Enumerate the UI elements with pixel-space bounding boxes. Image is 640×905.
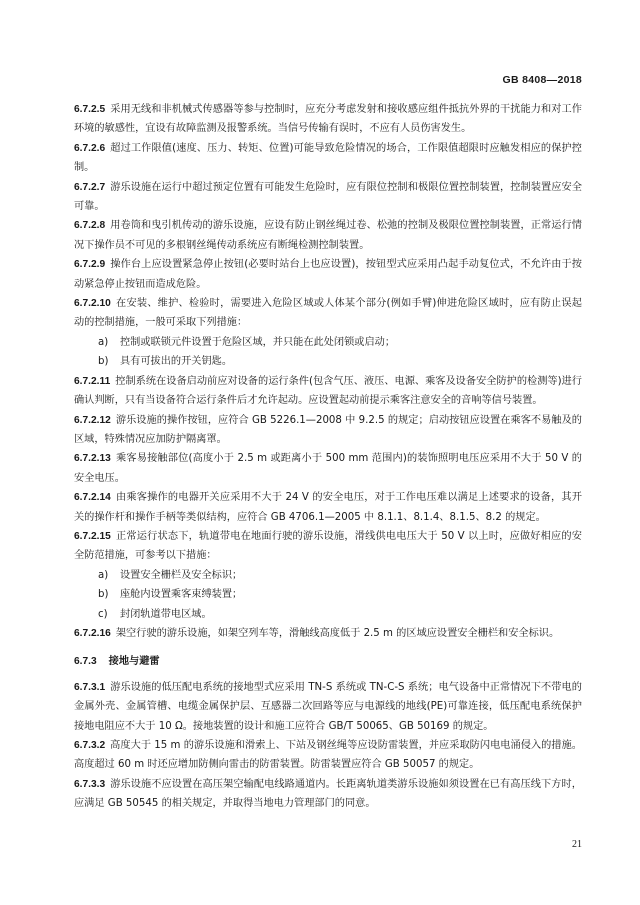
section-title: 接地与避雷 xyxy=(108,656,160,668)
clause-number: 6.7.2.11 xyxy=(74,375,111,387)
clause-number: 6.7.3.2 xyxy=(74,740,106,751)
section-heading xyxy=(74,652,582,671)
clause-text: 游乐设施不应设置在高压架空输配电线路通道内。长距离轨道类游乐设施如须设置在已有高压线下方时，应满足 GB 50545 的相关规定，并取得当地电力管理部门的同意。 xyxy=(74,778,582,810)
list-item-text: 封闭轨道带电区域。 xyxy=(120,608,212,620)
clause xyxy=(74,294,582,333)
list-b xyxy=(74,566,582,624)
list-item-text: 座舱内设置乘客束缚装置； xyxy=(120,589,243,601)
clause xyxy=(74,527,582,566)
clause-text: 正常运行状态下，轨道带电在地面行驶的游乐设施，滑线供电电压大于 50 V 以上时，应做好相应的安全防范措施，可参考以下措施： xyxy=(74,530,582,562)
clause-number: 6.7.2.7 xyxy=(74,181,106,193)
clause-number: 6.7.3.1 xyxy=(74,681,106,693)
clause xyxy=(74,488,582,527)
clause-text: 用卷筒和曳引机传动的游乐设施，应设有防止钢丝绳过卷、松弛的控制及极限位置控制装置，正常运行情况下操作员不可见的多根钢丝绳传动系统应有断绳检测控制装置。 xyxy=(74,220,582,251)
list-a xyxy=(74,333,582,372)
clause-text: 乘客易接触部位(高度小于 2.5 m 或距离小于 500 mm 范围内)的装饰照明电压应采用不大于 50 V 的安全电压。 xyxy=(74,453,582,484)
clause xyxy=(74,255,582,294)
clause xyxy=(74,216,582,255)
list-item xyxy=(74,352,582,371)
clause-group-a xyxy=(74,100,582,333)
list-marker: a) xyxy=(98,569,109,581)
clause-text: 游乐设施在运行中超过预定位置有可能发生危险时，应有限位控制和极限位置控制装置，控制装置应安全可靠。 xyxy=(74,181,582,213)
clause-number: 6.7.2.5 xyxy=(74,104,106,115)
clause xyxy=(74,178,582,217)
clause-group-b xyxy=(74,372,582,566)
list-item-text: 具有可拔出的开关钥匙。 xyxy=(120,356,233,368)
clause xyxy=(74,449,582,488)
standard-code: GB 8408—2018 xyxy=(502,74,582,86)
clause-number: 6.7.2.12 xyxy=(74,414,111,426)
list-item xyxy=(74,566,582,585)
clause-number: 6.7.2.16 xyxy=(74,627,111,639)
clause-text: 操作台上应设置紧急停止按钮(必要时站台上也应设置)，按钮型式应采用凸起手动复位式，不允许由于按动紧急停止按钮而造成危险。 xyxy=(74,259,582,290)
clause-number: 6.7.2.14 xyxy=(74,492,111,504)
clause-number: 6.7.3.3 xyxy=(74,778,106,790)
clause-text: 采用无线和非机械式传感器等参与控制时，应充分考虑发射和接收感应组件抵抗外界的干扰能力和对工作环境的敏感性，宜设有故障监测及报警系统。当信号传输有误时，不应有人员伤害发生。 xyxy=(74,104,582,135)
clause-text: 游乐设施的操作按钮，应符合 GB 5226.1—2008 中 9.2.5 的规定；启动按钮应设置在乘客不易触及的区域，特殊情况应加防护隔离罩。 xyxy=(74,414,582,445)
document-body xyxy=(74,100,582,814)
list-marker: c) xyxy=(98,608,108,620)
list-marker: b) xyxy=(98,589,109,601)
clause-number: 6.7.2.15 xyxy=(74,530,111,542)
clause-text: 在安装、维护、检验时，需要进入危险区域或人体某个部分(例如手臂)伸进危险区域时，应有防止误起动的控制措施，一般可采取下列措施： xyxy=(74,298,582,329)
list-item xyxy=(74,605,582,624)
clause-number: 6.7.2.9 xyxy=(74,259,106,271)
clause xyxy=(74,372,582,411)
clause xyxy=(74,624,582,643)
clause xyxy=(74,736,582,775)
page-number: 21 xyxy=(572,839,582,850)
clause-group-d xyxy=(74,678,582,814)
list-item xyxy=(74,333,582,352)
clause-text: 高度大于 15 m 的游乐设施和滑索上、下站及钢丝绳等应设防雷装置，并应采取防闪电电涌侵入的措施。高度超过 60 m 时还应增加防侧向雷击的防雷装置。防雷装置应符合 GB 50057 的规定。 xyxy=(74,740,582,771)
clause xyxy=(74,139,582,178)
list-item xyxy=(74,585,582,604)
clause-text: 由乘客操作的电器开关应采用不大于 24 V 的安全电压，对于工作电压难以满足上述要求的设备，其开关的操作杆和操作手柄等类似结构，应符合 GB 4706.1—2005 中 8.1.1、8.1.4、8.1.5、8.2 的规定。 xyxy=(74,492,582,523)
section-number: 6.7.3 xyxy=(74,656,97,668)
clause-number: 6.7.2.6 xyxy=(74,142,106,154)
clause xyxy=(74,100,582,139)
list-item-text: 控制或联锁元件设置于危险区域，并只能在此处闭锁或启动； xyxy=(120,336,396,348)
list-item-text: 设置安全栅栏及安全标识； xyxy=(120,569,243,581)
clause xyxy=(74,678,582,736)
clause-number: 6.7.2.13 xyxy=(74,453,111,465)
clause xyxy=(74,775,582,814)
clause-number: 6.7.2.10 xyxy=(74,298,111,310)
clause-text: 控制系统在设备启动前应对设备的运行条件(包含气压、液压、电源、乘客及设备安全防护的检测等)进行确认判断，只有当设备符合运行条件后才允许起动。应设置起动前提示乘客注意安全的音响等信号装置。 xyxy=(74,375,582,407)
clause-text: 超过工作限值(速度、压力、转矩、位置)可能导致危险情况的场合，工作限值超限时应触发相应的保护控制。 xyxy=(74,142,582,174)
clause-text: 游乐设施的低压配电系统的接地型式应采用 TN-S 系统或 TN-C-S 系统；电气设备中正常情况下不带电的金属外壳、金属管槽、电缆金属保护层、互感器二次回路等应与电源线的地线(PE)可靠连接，低压配电系统保护接地电阻应不大于 10 Ω。接地装置的设计和施工应符合 GB/T 50065、GB 50169 的规定。 xyxy=(74,681,582,732)
clause xyxy=(74,411,582,450)
clause-text: 架空行驶的游乐设施，如架空列车等，滑触线高度低于 2.5 m 的区域应设置安全栅栏和安全标识。 xyxy=(115,627,560,639)
clause-group-c xyxy=(74,624,582,643)
list-marker: b) xyxy=(98,356,109,368)
list-marker: a) xyxy=(98,336,109,348)
clause-number: 6.7.2.8 xyxy=(74,220,106,232)
